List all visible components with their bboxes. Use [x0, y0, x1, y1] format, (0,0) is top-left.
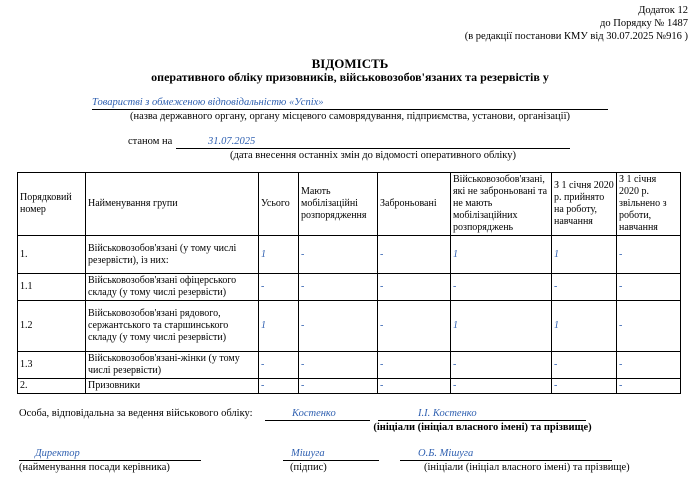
table-row	[18, 274, 681, 301]
header-cell: Порядковий номер	[18, 173, 86, 236]
header-cell: З 1 січня 2020 р. звільнено з роботи, навчання	[617, 173, 681, 236]
header-cell: Найменування групи	[86, 173, 259, 236]
responsible-signature: Костенко	[292, 408, 336, 419]
row-number: 2.	[18, 379, 86, 394]
cell-reserved: -	[378, 236, 451, 274]
row-number: 1.2	[18, 301, 86, 352]
cell-reserved: -	[378, 352, 451, 379]
cell-reserved: -	[378, 274, 451, 301]
row-number: 1.3	[18, 352, 86, 379]
responsible-signature-field	[265, 407, 370, 421]
header-cell: З 1 січня 2020 р. прийнято на роботу, навчання	[552, 173, 617, 236]
cell-hired: 1	[552, 301, 617, 352]
cell-total: -	[259, 379, 299, 394]
cell-mobilization-orders: -	[299, 352, 378, 379]
header-cell: Усього	[259, 173, 299, 236]
cell-reserved: -	[378, 379, 451, 394]
row-group-name: Військовозобов'язані рядового, сержантського та старшинського складу (у тому числі резервісти)	[86, 301, 259, 352]
table-row	[18, 301, 681, 352]
header-cell: Заброньовані	[378, 173, 451, 236]
head-signature-caption: (підпис)	[290, 462, 327, 473]
header-cell: Мають мобілізаційні розпорядження	[299, 173, 378, 236]
head-position-field	[19, 447, 201, 461]
cell-mobilization-orders: -	[299, 301, 378, 352]
responsible-name-field	[378, 407, 586, 421]
organization-value: Товаристві з обмеженою відповідальністю «Успіх»	[92, 97, 324, 108]
records-table	[17, 172, 681, 394]
header-order: до Порядку № 1487	[600, 18, 688, 29]
cell-hired: 1	[552, 236, 617, 274]
cell-not-reserved: -	[451, 274, 552, 301]
cell-total: 1	[259, 236, 299, 274]
head-name: О.Б. Мішуга	[418, 448, 474, 459]
row-group-name: Призовники	[86, 379, 259, 394]
row-number: 1.	[18, 236, 86, 274]
cell-dismissed: -	[617, 379, 681, 394]
table-row	[18, 379, 681, 394]
header-appendix: Додаток 12	[638, 5, 688, 16]
cell-dismissed: -	[617, 274, 681, 301]
table-row	[18, 236, 681, 274]
header-edition: (в редакції постанови КМУ від 30.07.2025 №916 )	[464, 31, 688, 42]
cell-dismissed: -	[617, 236, 681, 274]
row-group-name: Військовозобов'язані-жінки (у тому числі резервісти)	[86, 352, 259, 379]
as-of-value: 31.07.2025	[208, 136, 256, 147]
cell-hired: -	[552, 274, 617, 301]
table-row	[18, 352, 681, 379]
cell-total: -	[259, 352, 299, 379]
cell-not-reserved: -	[451, 352, 552, 379]
organization-caption: (назва державного органу, органу місцевого самоврядування, підприємства, установи, організації)	[129, 111, 570, 122]
cell-reserved: -	[378, 301, 451, 352]
head-signature: Мішуга	[291, 448, 325, 459]
document-header	[465, 4, 688, 43]
cell-mobilization-orders: -	[299, 379, 378, 394]
head-position-caption: (найменування посади керівника)	[19, 462, 170, 473]
cell-mobilization-orders: -	[299, 274, 378, 301]
responsible-label: Особа, відповідальна за ведення військового обліку:	[19, 408, 253, 419]
responsible-name-caption: (ініціали (ініціал власного імені) та прізвище)	[373, 422, 592, 433]
row-group-name: Військовозобов'язані офіцерського складу (у тому числі резервісти)	[86, 274, 259, 301]
cell-not-reserved: 1	[451, 236, 552, 274]
head-name-caption: (ініціали (ініціал власного імені) та прізвище)	[424, 462, 630, 473]
cell-hired: -	[552, 352, 617, 379]
row-number: 1.1	[18, 274, 86, 301]
cell-mobilization-orders: -	[299, 236, 378, 274]
as-of-label: станом на	[128, 136, 173, 147]
cell-total: 1	[259, 301, 299, 352]
document-title: ВІДОМІСТЬ	[311, 56, 389, 71]
header-cell: Військовозобов'язані, які не заброньовані та не мають мобілізаційних розпоряджень	[451, 173, 552, 236]
head-signature-field	[283, 447, 379, 461]
as-of-field	[176, 135, 570, 149]
cell-dismissed: -	[617, 352, 681, 379]
document-subtitle: оперативного обліку призовників, військовозобов'язаних та резервістів у	[151, 70, 549, 84]
cell-not-reserved: -	[451, 379, 552, 394]
cell-dismissed: -	[617, 301, 681, 352]
organization-field	[92, 96, 608, 110]
cell-total: -	[259, 274, 299, 301]
responsible-name: І.І. Костенко	[418, 408, 477, 419]
head-name-field	[400, 447, 612, 461]
head-position: Директор	[35, 448, 80, 459]
cell-hired: -	[552, 379, 617, 394]
row-group-name: Військовозобов'язані (у тому числі резервісти), із них:	[86, 236, 259, 274]
table-header-row	[18, 173, 681, 236]
cell-not-reserved: 1	[451, 301, 552, 352]
as-of-caption: (дата внесення останніх змін до відомості оперативного обліку)	[230, 150, 516, 161]
